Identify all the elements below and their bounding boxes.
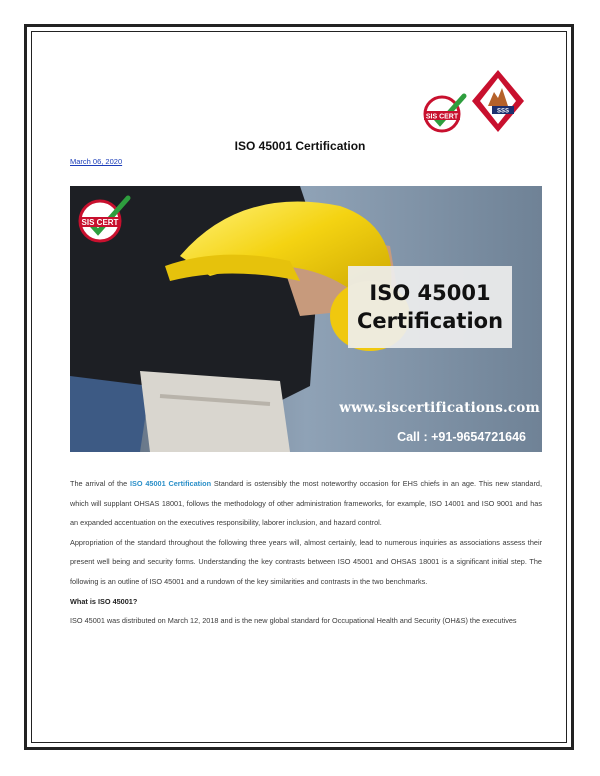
paragraph-2: Appropriation of the standard throughout the following three years will, almost certainly, lead to numerous inquiries as associations assess their present well being and security forms. Understanding the key contrasts between ISO 45001 and OHSAS 18001 is a significant initial step. The following is an outline of ISO 45001 and a rundown of the key similarities and contrasts in the two benchmarks. <box>70 537 542 586</box>
iso-45001-link[interactable]: ISO 45001 Certification <box>129 479 212 488</box>
p1-after: Standard is ostensibly the most noteworthy occasion for EHS chiefs in an age. This new standard, which will supplant OHSAS 18001, follows the methodology of other administration frameworks, for example, ISO 14001 and ISO 9001 and has an expanded accentuation on the executives responsibility, laborer inclusion, and hazard control. <box>70 479 542 528</box>
sis-logo-text: SIS CERT <box>425 113 459 121</box>
p1-before: The arrival of the <box>70 479 130 488</box>
hero-sis-logo <box>76 194 134 246</box>
section-heading: What is ISO 45001? <box>70 596 138 606</box>
hero-logo-text: SIS CERT <box>81 218 119 227</box>
sss-logo <box>470 68 526 134</box>
date-link[interactable]: March 06, 2020 <box>70 157 123 166</box>
hero-website: www.siscertifications.com <box>339 400 540 416</box>
hero-text-box <box>348 266 512 348</box>
paragraph-3: ISO 45001 was distributed on March 12, 2018 and is the new global standard for Occupational Health and Security (OH&S) the executives <box>70 616 517 626</box>
paragraph-1 <box>70 474 542 533</box>
page-title: ISO 45001 Certification <box>234 139 366 153</box>
hero-title-line1: ISO 45001 <box>369 281 491 305</box>
hero-title-line2: Certification <box>356 309 504 333</box>
hero-phone: Call : +91-9654721646 <box>397 430 526 444</box>
article-body <box>70 474 542 631</box>
sss-logo-text: SSS <box>496 108 510 115</box>
hero-image <box>70 186 542 452</box>
sis-cert-logo <box>420 92 470 134</box>
